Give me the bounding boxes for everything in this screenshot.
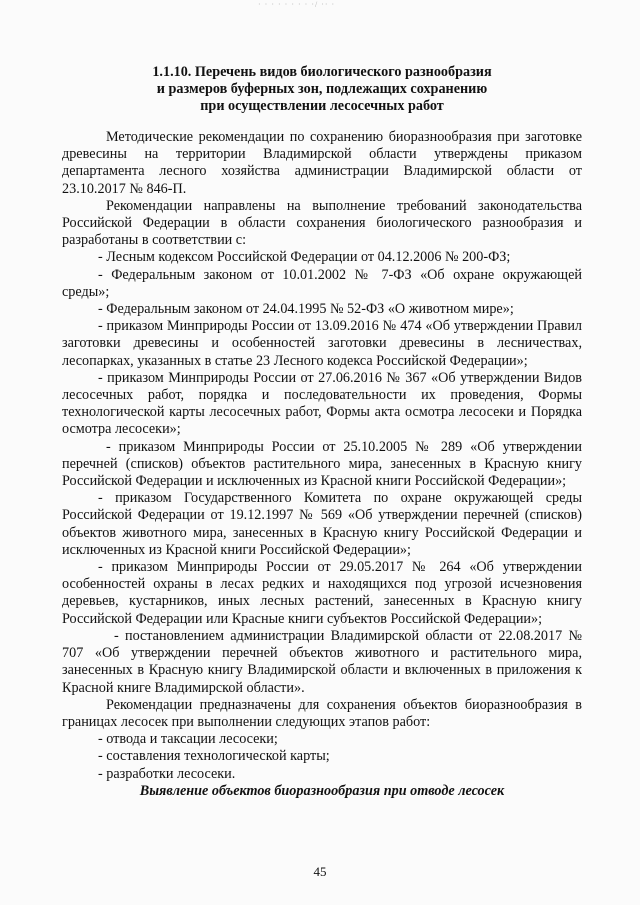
subsection-heading: Выявление объектов биоразнообразия при отводе лесосек bbox=[139, 782, 505, 799]
scan-artifact: · · · · · · · · ·/ ·· · bbox=[258, 0, 336, 9]
list-item: - приказом Минприроды России от 13.09.2016 № 474 «Об утверждении Правил заготовки древесины и особенностей заготовки древесины в лесничествах, лесопарках, указанных в статье 23 Лесного кодекса Российской Федерации»; bbox=[62, 318, 582, 369]
list-item: - постановлением администрации Владимирской области от 22.08.2017 № 707 «Об утверждении перечней объектов животного и растительного мира, занесенных в Красную книгу Владимирской области и включенных в приложения к Красной книге Владимирской области». bbox=[62, 627, 582, 696]
paragraph-stages: Рекомендации предназначены для сохранения объектов биоразнообразия в границах лесосек при выполнении следующих этапов работ: bbox=[62, 696, 582, 730]
body-text bbox=[62, 129, 582, 783]
section-heading bbox=[62, 64, 582, 115]
paragraph-intro: Методические рекомендации по сохранению биоразнообразия при заготовке древесины на территории Владимирской области утверждены приказом департамента лесного хозяйства администрации Владимирской области от 23.10.2017 № 846-П. bbox=[62, 129, 582, 197]
list-item: - составления технологической карты; bbox=[98, 748, 330, 765]
list-item: - разработки лесосеки. bbox=[98, 765, 236, 782]
page-number: 45 bbox=[313, 864, 327, 879]
paragraph-purpose: Рекомендации направлены на выполнение требований законодательства Российской Федерации в области сохранения биологического разнообразия и разработаны в соответствии с: bbox=[62, 197, 582, 249]
document-page bbox=[62, 64, 582, 800]
list-item: - отвода и таксации лесосеки; bbox=[98, 731, 278, 748]
list-item: - Лесным кодексом Российской Федерации от 04.12.2006 № 200-ФЗ; bbox=[98, 249, 511, 266]
list-item: - приказом Минприроды России от 25.10.2005 № 289 «Об утверждении перечней (списков) объектов растительного мира, занесенных в Красную книгу Российской Федерации и исключенных из Красной книги Российской Федерации»; bbox=[62, 438, 582, 490]
list-item: - приказом Государственного Комитета по охране окружающей среды Российской Федерации от 19.12.1997 № 569 «Об утверждении перечней (списков) объектов животного мира, занесенных в Красную книгу Российской Федерации и исключенных из Красной книги Российской Федерации»; bbox=[62, 490, 582, 558]
heading-line: 1.1.10. Перечень видов биологического разнообразия bbox=[152, 64, 492, 80]
list-item: - приказом Минприроды России от 27.06.2016 № 367 «Об утверждении Видов лесосечных работ, порядка и последовательности их проведения, Формы технологической карты лесосечных работ, Формы акта осмотра лесосеки и Порядка осмотра лесосеки»; bbox=[62, 369, 582, 438]
heading-line: при осуществлении лесосечных работ bbox=[200, 98, 444, 114]
list-item: - Федеральным законом от 10.01.2002 № 7-ФЗ «Об охране окружающей среды»; bbox=[62, 266, 582, 300]
list-item: - Федеральным законом от 24.04.1995 № 52-ФЗ «О животном мире»; bbox=[98, 301, 514, 318]
heading-line: и размеров буферных зон, подлежащих сохранению bbox=[156, 81, 488, 97]
list-item: - приказом Минприроды России от 29.05.2017 № 264 «Об утверждении особенностей охраны в лесах редких и находящихся под угрозой исчезновения деревьев, кустарников, иных лесных растений, занесенных в Красную книгу Российской Федерации или Красные книги субъектов Российской Федерации»; bbox=[62, 559, 582, 627]
